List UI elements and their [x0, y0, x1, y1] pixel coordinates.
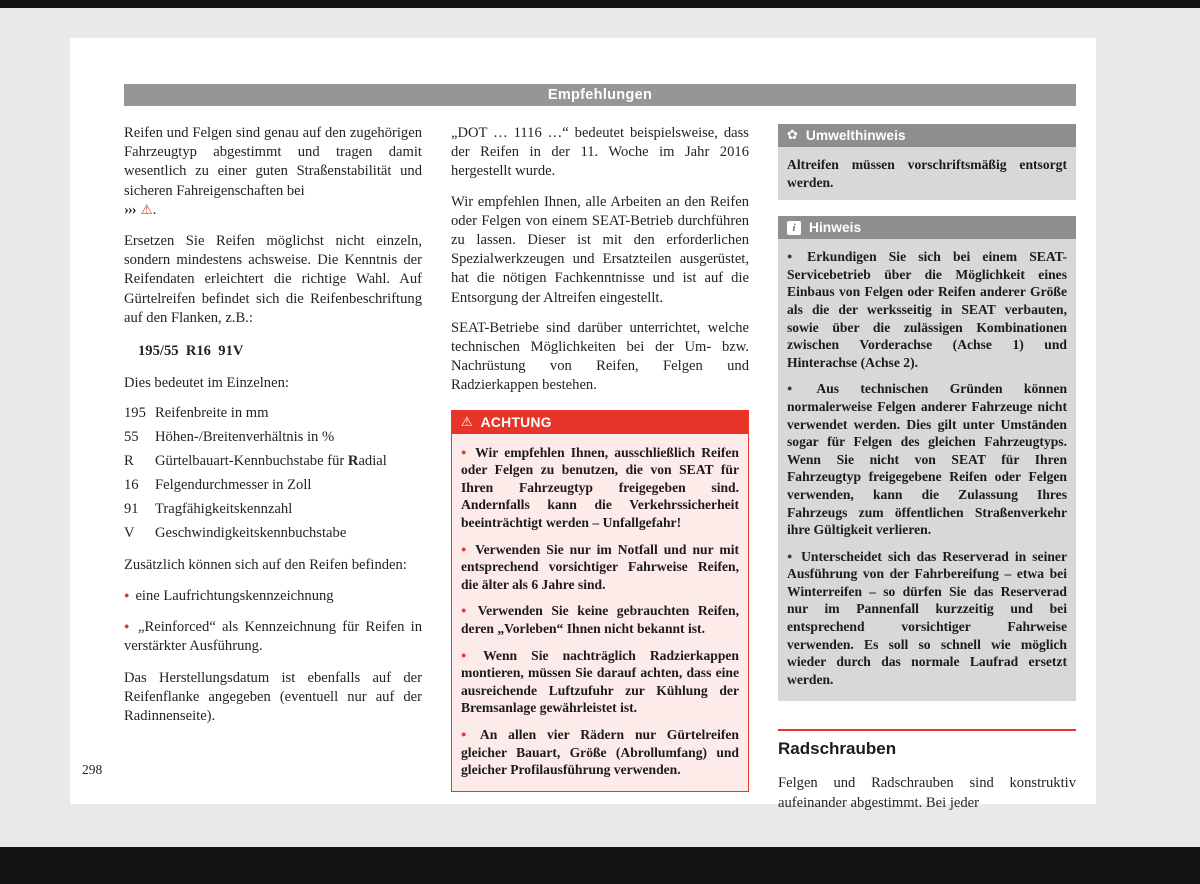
environment-note-body — [778, 147, 1076, 200]
environment-note-box — [778, 124, 1076, 200]
bullet-icon — [461, 603, 472, 618]
warning-item — [461, 647, 739, 717]
warning-box-body — [452, 434, 748, 791]
environment-icon: ✿ — [787, 128, 798, 143]
bullet-icon — [461, 727, 474, 742]
definition-row — [124, 500, 422, 519]
warning-item — [461, 444, 739, 532]
bullet-icon — [124, 588, 129, 604]
environment-note-text: Altreifen müssen vorschriftsmäßig entsorgt werden. — [787, 157, 1067, 190]
paragraph-seat-retrofit: SEAT-Betriebe sind darüber unterrichtet, welche technischen Möglichkeiten bei der Um- bzw. Nachrüstung von Reifen, Felgen und Radzierkappen bestehen. — [451, 319, 749, 394]
column-middle — [451, 124, 749, 813]
tire-size-code: 195/55 R16 91V — [138, 343, 244, 360]
definition-row — [124, 524, 422, 543]
warning-item-text: Verwenden Sie keine gebrauchten Reifen, deren „Vorleben“ Ihnen nicht bekannt ist. — [461, 603, 739, 636]
paragraph-meaning-intro: Dies bedeutet im Einzelnen: — [124, 375, 289, 392]
definition-text-bold: R — [347, 453, 359, 470]
hint-item — [787, 248, 1067, 371]
section-title: Radschrauben — [778, 739, 897, 759]
paragraph-dot-code: „DOT … 1116 …“ bedeutet beispielsweise, dass der Reifen in der 11. Woche im Jahr 2016 hergestellt wurde. — [451, 125, 749, 180]
paragraph-seat-workshop: Wir empfehlen Ihnen, alle Arbeiten an den Reifen oder Felgen von einem SEAT-Betrieb durchführen zu lassen. Dieser ist mit den erforderlichen Spezialwerkzeugen und Ersatzteilen ausgerüstet, hat die nötigen Fachkenntnisse und ist auf die Entsorgung der Altreifen eingestellt. — [451, 193, 749, 306]
warning-item — [461, 602, 739, 637]
definition-row — [124, 452, 422, 471]
hint-box — [778, 216, 1076, 701]
manual-page — [70, 38, 1096, 811]
bullet-icon — [787, 381, 810, 396]
definition-row — [124, 404, 422, 423]
hint-item-text: Aus technischen Gründen können normalerweise Felgen anderer Fahrzeuge nicht verwendet werden. Dies gilt unter Umständen sogar für Felgen des gleichen Fahrzeugtyps. Wenn Sie nicht von SEAT für Ihren Fahrzeugtyp freigegebene Reifen oder Felgen verwenden, kann die Zulassung Ihres Fahrzeugs zum öffentlichen Straßenverkehr ihre Gültigkeit verlieren. — [787, 381, 1067, 538]
hint-box-header — [778, 216, 1076, 239]
hint-box-body — [778, 239, 1076, 701]
definition-text — [155, 452, 387, 471]
definition-term: V — [124, 525, 135, 542]
warning-item — [461, 541, 739, 594]
warning-item-text: Wenn Sie nachträglich Radzierkappen montieren, müssen Sie darauf achten, dass eine ausreichende Luftzufuhr zur Kühlung der Bremsanlage gewährleistet ist. — [461, 647, 739, 716]
bottom-black-bar — [0, 847, 1200, 884]
definition-term: 16 — [124, 477, 139, 494]
definition-term: 91 — [124, 501, 139, 518]
definition-term: R — [124, 453, 134, 470]
definition-text: Höhen-/Breitenverhältnis in % — [155, 429, 335, 446]
ref-punctuation: . — [152, 201, 157, 218]
warning-item-text: An allen vier Rädern nur Gürtelreifen gleicher Bauart, Größe (Abrollumfang) und gleicher Profilausführung verwenden. — [461, 726, 739, 778]
info-icon: i — [787, 221, 801, 235]
warning-item-text: Verwenden Sie nur im Notfall und nur mit entsprechend vorsichtiger Fahrweise Reifen, die älter als 6 Jahre sind. — [461, 541, 739, 592]
warning-triangle-icon: ⚠ — [140, 201, 153, 218]
paragraph-tires-intro: Reifen und Felgen sind genau auf den zugehörigen Fahrzeugtyp abgestimmt und tragen damit wesentlich zu einer guten Straßenstabilität und sicheren Fahreigenschaften bei — [124, 125, 422, 199]
definition-text-pre: Gürtelbauart-Kennbuchstabe für — [155, 453, 348, 470]
page-header-bar — [124, 84, 1076, 106]
paragraph-replace-tires: Ersetzen Sie Reifen möglichst nicht einzeln, sondern mindestens achsweise. Die Kenntnis der Reifendaten erleichtert die richtige Wahl. Auf Gürtelreifen befindet sich die Reifenbeschriftung auf den Flanken, z.B.: — [124, 233, 422, 326]
bullet-icon — [461, 648, 477, 663]
bullet-icon — [787, 249, 801, 264]
definition-text: Felgendurchmesser in Zoll — [155, 477, 312, 494]
bullet-item — [124, 617, 422, 656]
cross-ref-arrows: ››› — [124, 201, 136, 218]
environment-note-header — [778, 124, 1076, 147]
bullet-item — [124, 586, 422, 606]
definition-term: 195 — [124, 405, 146, 422]
page-columns — [124, 124, 1076, 813]
column-left — [124, 124, 422, 813]
definition-text: Geschwindigkeitskennbuchstabe — [155, 525, 347, 542]
warning-box-header — [452, 411, 748, 434]
hint-item-text: Unterscheidet sich das Reserverad in seiner Ausführung von der Fahrbereifung – etwa bei Winterreifen – so dürfen Sie das Reserverad nur im Pannenfall kurzzeitig und bei entsprechend vorsichtiger Fahrweise verwenden. Es soll so schnell wie möglich wieder durch das normale Laufrad ersetzt werden. — [787, 548, 1067, 687]
bullet-icon — [461, 542, 469, 557]
bullet-icon — [124, 619, 132, 635]
hint-item-text: Erkundigen Sie sich bei einem SEAT-Servicebetrieb über die Möglichkeit eines Einbaus von Felgen oder Reifen anderer Größe als die der werksseitig in SEAT verbauten, sowie über die zulässigen Kombinationen zwischen Vorderachse (Achse 1) und Hinterachse (Achse 2). — [787, 249, 1068, 370]
tire-code-definitions — [124, 404, 422, 543]
cross-reference-line — [124, 201, 422, 220]
hint-item — [787, 548, 1067, 689]
warning-item-text: Wir empfehlen Ihnen, ausschließlich Reifen oder Felgen zu benutzen, die von SEAT für Ihren Fahrzeugtyp freigegeben sind. Andernfalls kann die Verkehrssicherheit beeinträchtigt werden – Unfallgefahr! — [461, 444, 739, 531]
definition-row — [124, 428, 422, 447]
section-paragraph: Felgen und Radschrauben sind konstruktiv aufeinander abgestimmt. Bei jeder — [778, 775, 1076, 811]
hint-item — [787, 380, 1067, 538]
bullet-text: „Reinforced“ als Kennzeichnung für Reifen in verstärkter Ausführung. — [124, 618, 422, 654]
definition-term: 55 — [124, 429, 139, 446]
environment-note-title: Umwelthinweis — [805, 128, 906, 143]
definition-text: Reifenbreite in mm — [155, 405, 269, 422]
column-right — [778, 124, 1076, 813]
warning-box — [451, 410, 749, 792]
page-number: 298 — [82, 762, 103, 777]
hint-box-title: Hinweis — [809, 220, 862, 236]
bullet-text: eine Laufrichtungskennzeichnung — [135, 588, 334, 605]
bullet-icon — [787, 549, 795, 564]
page-header-title: Empfehlungen — [547, 87, 653, 103]
warning-box-title: ACHTUNG — [480, 414, 552, 430]
warning-item — [461, 726, 739, 779]
top-black-bar — [0, 0, 1200, 8]
definition-text: Tragfähigkeitskennzahl — [155, 501, 293, 518]
bullet-icon — [461, 445, 469, 460]
definition-text-post: adial — [358, 453, 387, 470]
paragraph-additional-markings: Zusätzlich können sich auf den Reifen befinden: — [124, 557, 407, 574]
warning-triangle-icon: ⚠ — [461, 414, 473, 430]
paragraph-manufacture-date: Das Herstellungsdatum ist ebenfalls auf der Reifenflanke angegeben (eventuell nur auf der Radinnenseite). — [124, 670, 422, 725]
definition-row — [124, 476, 422, 495]
radschrauben-section — [778, 729, 1076, 812]
